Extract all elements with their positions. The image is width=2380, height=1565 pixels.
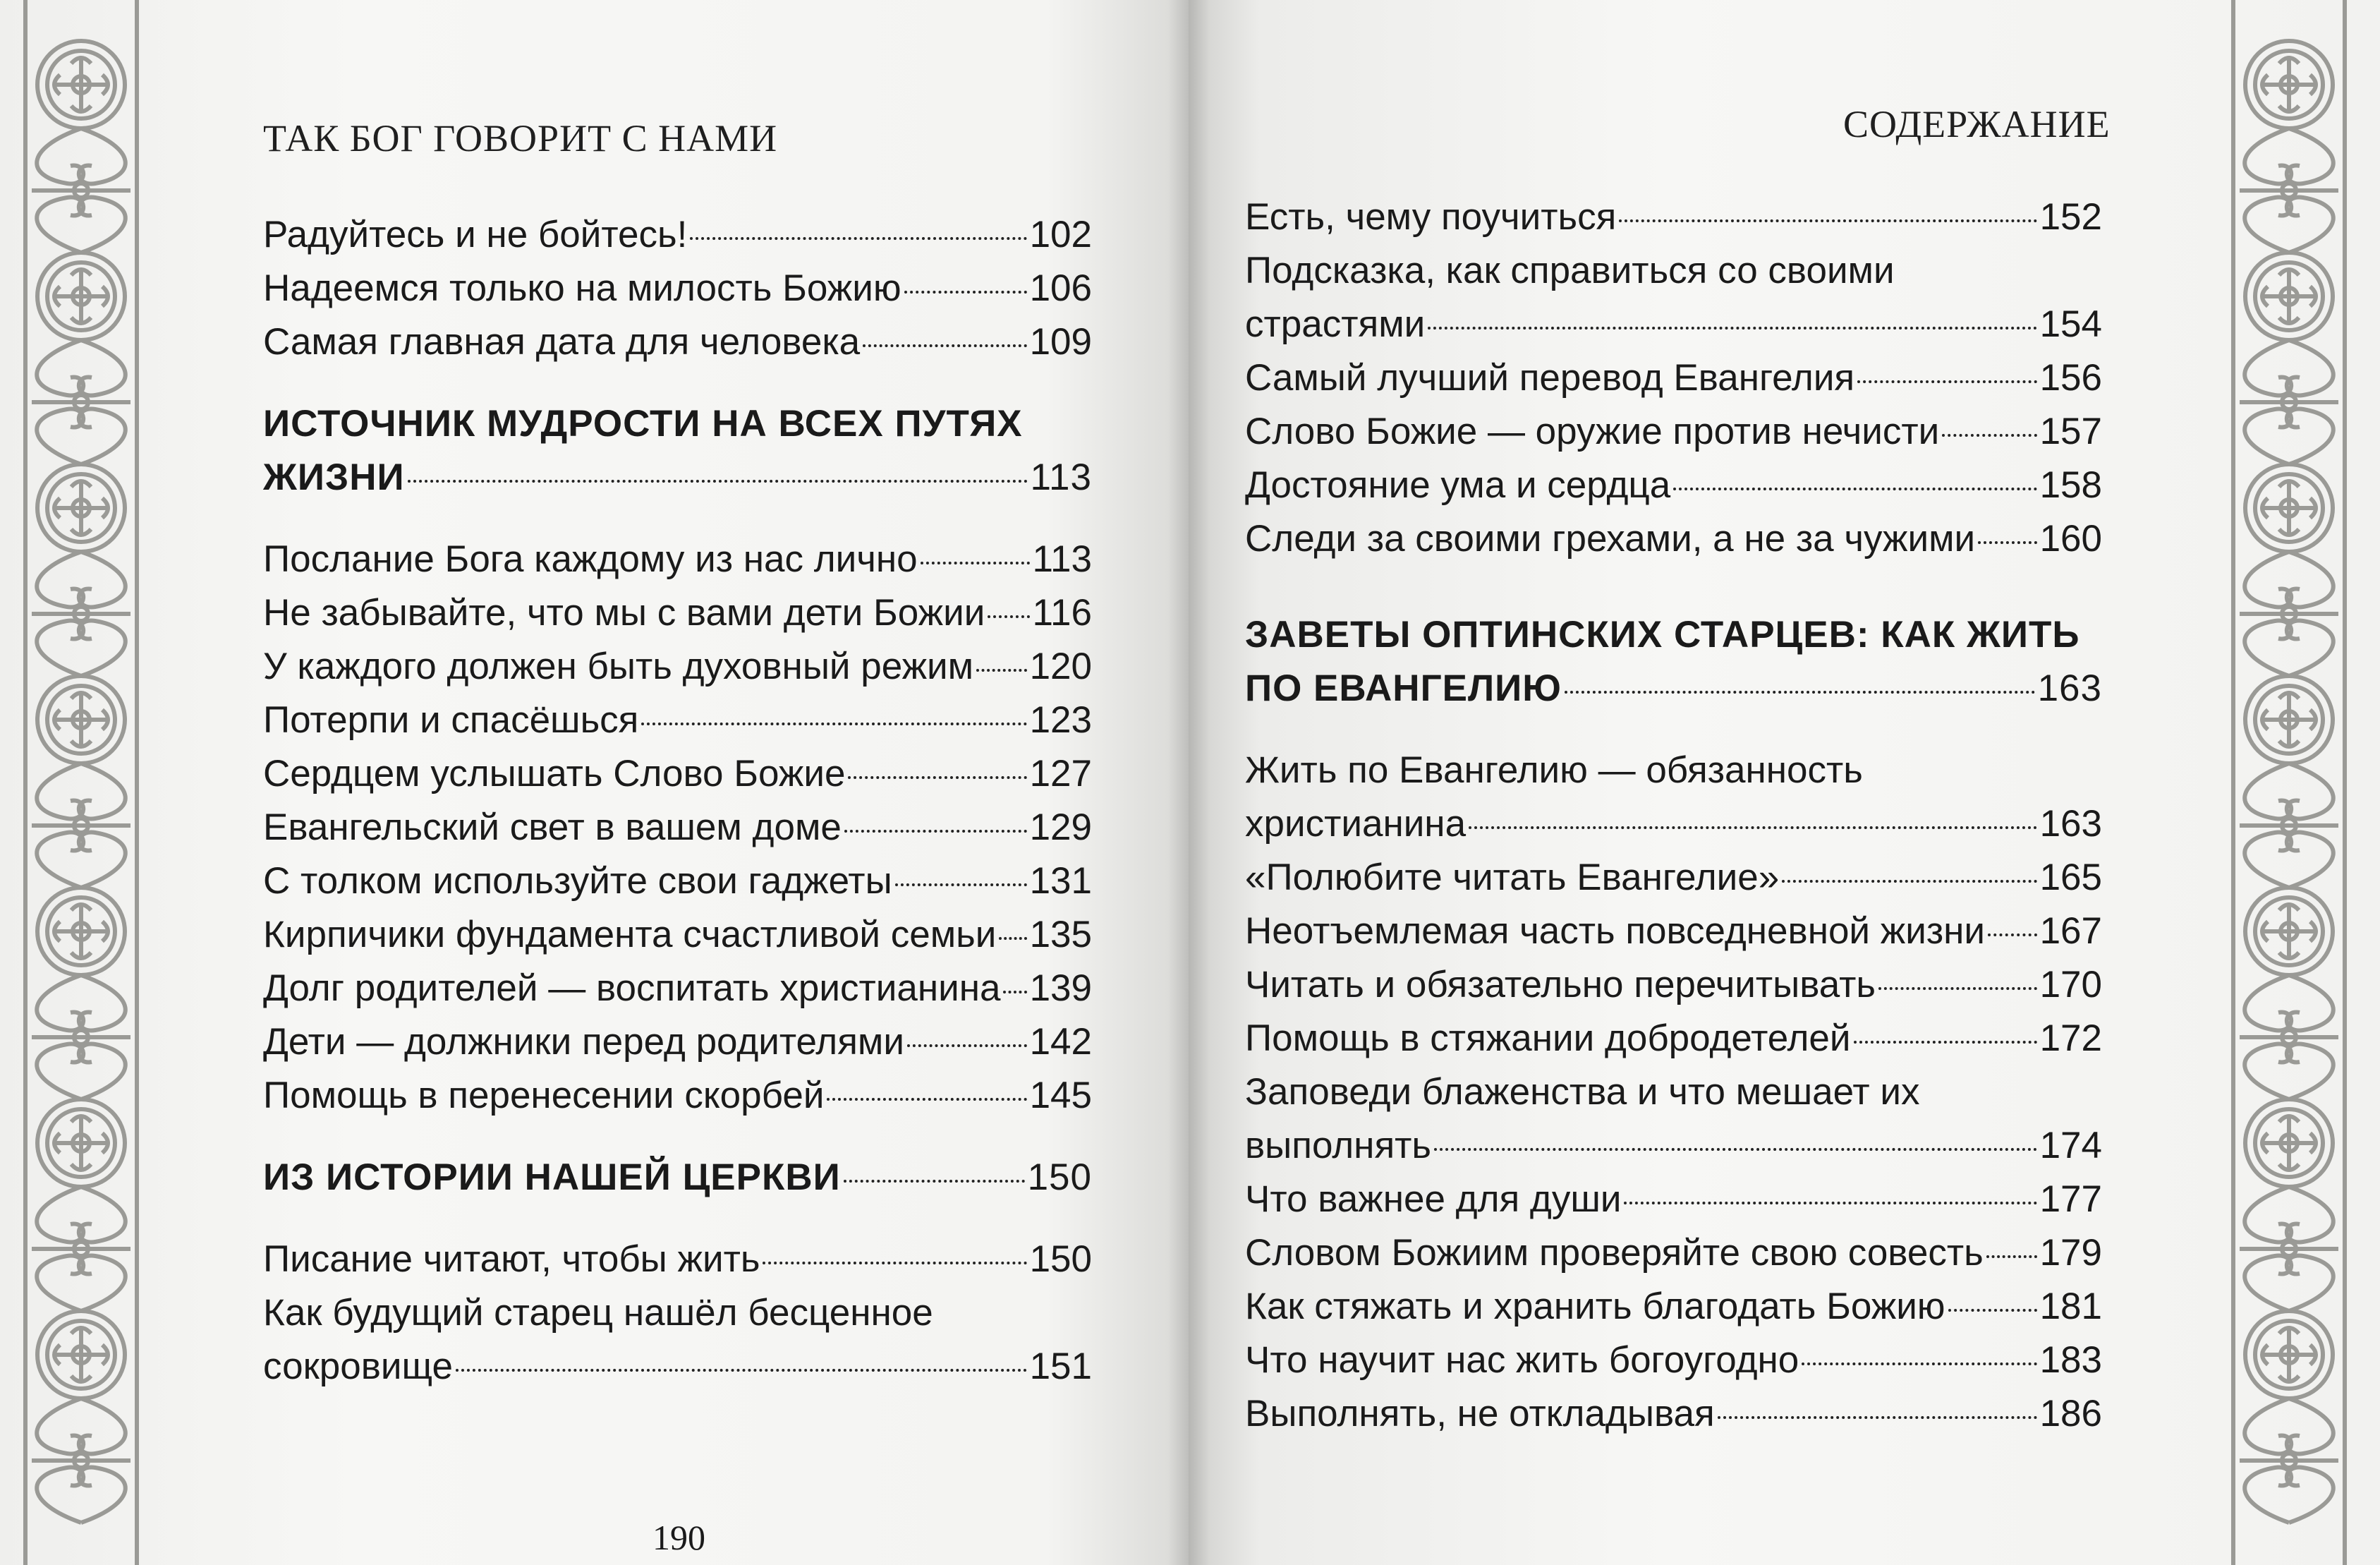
toc-section-entry[interactable] [263,1151,1092,1204]
toc-entry[interactable] [263,1233,1092,1286]
toc-entry-page: 109 [1029,321,1092,363]
toc-entry-title: Самый лучший перевод Евангелия [1245,357,1855,399]
dot-leader [1988,933,2037,936]
toc-entry-page: 129 [1029,806,1092,848]
dot-leader [907,1044,1027,1047]
toc-entry-page: 167 [2039,910,2102,952]
toc-entry[interactable] [1245,1065,2102,1173]
toc-entry[interactable] [263,262,1092,315]
dot-leader [1428,327,2036,330]
dot-leader [1565,691,2035,694]
toc-entry-page: 150 [1029,1238,1092,1280]
toc-entry[interactable] [263,315,1092,369]
dot-leader [1948,1309,2037,1312]
dot-leader [1434,1148,2037,1151]
dot-leader [408,480,1028,483]
toc-entry[interactable] [263,1286,1092,1394]
toc-entry-title-line1: ИСТОЧНИК МУДРОСТИ НА ВСЕХ ПУТЯХ [263,403,1023,445]
toc-left [263,208,1092,1394]
dot-leader [763,1262,1026,1264]
toc-entry-page: 106 [1029,267,1092,309]
page-number: 190 [652,1518,705,1557]
dot-leader [1942,434,2036,437]
toc-entry-title: Кирпичики фундамента счастливой семьи [263,914,997,955]
toc-entry-title: У каждого должен быть духовный режим [263,646,974,687]
toc-entry[interactable] [1245,191,2102,244]
toc-entry-page: 116 [1032,592,1092,634]
dot-leader [1854,1041,2037,1044]
toc-entry-title: Что важнее для души [1245,1178,1622,1220]
toc-entry[interactable] [1245,1226,2102,1280]
toc-entry-page: 154 [2039,303,2102,345]
toc-entry-title: страстями [1245,303,1426,345]
dot-leader [827,1098,1026,1101]
toc-entry-page: 165 [2039,857,2102,898]
toc-entry-title: Словом Божиим проверяйте свою совесть [1245,1232,1984,1274]
toc-entry-title: Потерпи и спасёшься [263,699,639,741]
dot-leader [921,562,1030,564]
dot-leader [1978,541,2036,544]
toc-entry[interactable] [1245,958,2102,1012]
dot-leader [1878,987,2037,990]
toc-entry-title: Надеемся только на милость Божию [263,267,901,309]
toc-entry-page: 102 [1029,214,1092,255]
toc-entry-title: Следи за своими грехами, а не за чужими [1245,518,1976,560]
toc-entry-title: сокровище [263,1346,453,1387]
dot-leader [904,291,1027,294]
book-gutter [1167,0,1210,1565]
toc-entry-title: С толком используйте свои гаджеты [263,860,892,902]
dot-leader [641,723,1026,725]
toc-entry-title: Неотъемлемая часть повседневной жизни [1245,910,1986,952]
toc-entry[interactable] [1245,1173,2102,1226]
toc-entry-title: ЖИЗНИ [263,457,405,498]
toc-entry-title: Как стяжать и хранить благодать Божию [1245,1286,1945,1327]
dot-leader [690,237,1026,240]
toc-entry-page: 152 [2039,196,2102,238]
toc-entry-page: 183 [2039,1339,2102,1381]
toc-right [1245,191,2102,1441]
toc-entry-page: 163 [2039,803,2102,845]
toc-entry-title: Помощь в перенесении скорбей [263,1075,825,1116]
toc-entry[interactable] [263,908,1092,962]
toc-entry-page: 150 [1027,1156,1092,1198]
toc-entry-page: 135 [1029,914,1092,955]
toc-entry-title: Самая главная дата для человека [263,321,861,363]
toc-entry[interactable] [1245,244,2102,351]
toc-entry[interactable] [1245,459,2102,512]
dot-leader [999,937,1026,940]
toc-entry-title: Сердцем услышать Слово Божие [263,753,846,794]
toc-entry[interactable] [263,533,1092,586]
toc-section-entry[interactable] [263,397,1092,504]
toc-entry-title: выполнять [1245,1125,1432,1166]
toc-entry-page: 157 [2039,411,2102,452]
toc-entry-page: 142 [1029,1021,1092,1063]
dot-leader [976,669,1026,672]
toc-entry[interactable] [263,962,1092,1015]
toc-entry-title-line1: Подсказка, как справиться со своими [1245,250,1895,291]
toc-entry-title: ИЗ ИСТОРИИ НАШЕЙ ЦЕРКВИ [263,1156,841,1198]
toc-entry-title-line1: Жить по Евангелию — обязанность [1245,749,1863,791]
dot-leader [895,883,1027,886]
toc-entry-page: 113 [1032,538,1092,580]
toc-entry-title: Не забывайте, что мы с вами дети Божии [263,592,985,634]
dot-leader [1986,1255,2037,1258]
toc-entry-page: 151 [1029,1346,1092,1387]
toc-entry[interactable] [1245,405,2102,459]
toc-entry-page: 158 [2039,464,2102,506]
toc-entry-title: христианина [1245,803,1467,845]
toc-entry-title: Выполнять, не откладывая [1245,1393,1715,1434]
toc-entry[interactable] [1245,1012,2102,1065]
toc-entry-title: ПО ЕВАНГЕЛИЮ [1245,667,1562,709]
toc-entry-page: 120 [1029,646,1092,687]
toc-entry[interactable] [1245,512,2102,566]
toc-entry-title: Что научит нас жить богоугодно [1245,1339,1799,1381]
toc-entry-title: Евангельский свет в вашем доме [263,806,842,848]
toc-entry[interactable] [1245,905,2102,958]
toc-entry-page: 113 [1030,457,1092,498]
toc-entry-page: 163 [2037,667,2102,709]
toc-entry[interactable] [263,208,1092,262]
toc-entry[interactable] [1245,1280,2102,1334]
toc-entry[interactable] [263,586,1092,640]
dot-leader [1782,880,2036,883]
dot-leader [1802,1362,2036,1365]
toc-entry-title: Читать и обязательно перечитывать [1245,964,1876,1005]
toc-entry[interactable] [263,1069,1092,1123]
toc-entry[interactable] [1245,851,2102,905]
toc-entry-page: 181 [2039,1286,2102,1327]
dot-leader [1857,380,2036,383]
toc-entry-page: 123 [1029,699,1092,741]
toc-entry[interactable] [263,694,1092,747]
toc-entry[interactable] [1245,1334,2102,1387]
ornamental-border-left [21,0,141,1565]
dot-leader [456,1369,1027,1372]
toc-entry[interactable] [263,747,1092,801]
toc-section-entry[interactable] [1245,608,2102,715]
toc-entry-page: 139 [1029,967,1092,1009]
toc-entry-title: Помощь в стяжании добродетелей [1245,1017,1851,1059]
toc-entry-title: Есть, чему поучиться [1245,196,1617,238]
toc-entry-title: Послание Бога каждому из нас лично [263,538,918,580]
dot-leader [1003,991,1026,993]
toc-entry[interactable] [263,1015,1092,1069]
toc-entry-title: Радуйтесь и не бойтесь! [263,214,688,255]
dot-leader [1673,488,2036,490]
toc-entry-page: 174 [2039,1125,2102,1166]
dot-leader [1718,1416,2037,1419]
toc-entry-page: 160 [2039,518,2102,560]
toc-entry-page: 131 [1029,860,1092,902]
toc-entry[interactable] [1245,1387,2102,1441]
toc-entry-page: 170 [2039,964,2102,1005]
toc-entry-title: Достояние ума и сердца [1245,464,1671,506]
toc-entry[interactable] [263,801,1092,854]
running-head-right: СОДЕРЖАНИЕ [1843,103,2111,145]
dot-leader [863,344,1026,347]
toc-entry-title: «Полюбите читать Евангелие» [1245,857,1780,898]
running-head-left: ТАК БОГ ГОВОРИТ С НАМИ [263,117,778,159]
dot-leader [844,1180,1025,1183]
dot-leader [1619,219,2036,222]
dot-leader [848,776,1026,779]
toc-entry-title: Дети — должники перед родителями [263,1021,904,1063]
toc-entry[interactable] [1245,351,2102,405]
toc-entry-title-line1: Как будущий старец нашёл бесценное [263,1292,933,1334]
toc-entry[interactable] [263,854,1092,908]
toc-entry[interactable] [1245,744,2102,851]
toc-entry-title-line1: Заповеди блаженства и что мешает их [1245,1071,1920,1113]
dot-leader [988,615,1029,618]
toc-entry-page: 177 [2039,1178,2102,1220]
toc-entry-title: Долг родителей — воспитать христианина [263,967,1001,1009]
toc-entry-page: 172 [2039,1017,2102,1059]
toc-entry[interactable] [263,640,1092,694]
toc-entry-page: 156 [2039,357,2102,399]
toc-entry-page: 127 [1029,753,1092,794]
dot-leader [844,830,1027,833]
toc-entry-title-line1: ЗАВЕТЫ ОПТИНСКИХ СТАРЦЕВ: КАК ЖИТЬ [1245,614,2080,655]
dot-leader [1469,826,2037,829]
toc-entry-title: Слово Божие — оружие против нечисти [1245,411,1940,452]
toc-entry-page: 186 [2039,1393,2102,1434]
ornamental-border-right [2229,0,2349,1565]
dot-leader [1624,1202,2036,1204]
toc-entry-page: 179 [2039,1232,2102,1274]
toc-entry-title: Писание читают, чтобы жить [263,1238,760,1280]
toc-entry-page: 145 [1029,1075,1092,1116]
